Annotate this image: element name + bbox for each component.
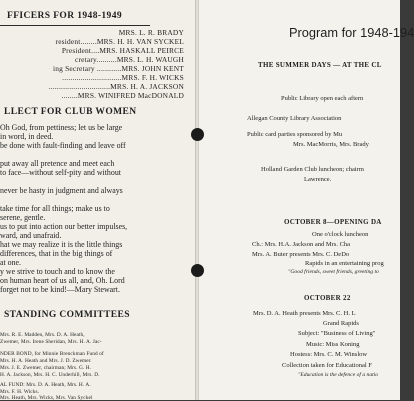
collect-line: at one. [0,258,22,267]
collect-line: y we strive to touch and to know the [0,267,115,276]
program-line: Mrs. A. Buter presents Mrs. C. DeDo [252,251,350,258]
program-line: Rapids in an entertaining prog [305,260,384,267]
collect-line: never be hasty in judgment and always [0,186,123,195]
program-line: Public Library open each aftern [281,95,364,102]
officer-line: resident........MRS. H. H. VAN SYCKEL [55,37,184,46]
committee-line: Mrs. H. A. Heath and Mrs. J. D. Zwemer. [0,358,92,364]
binding-hole [191,128,204,141]
section-heading-oct8: OCTOBER 8—OPENING DA [284,218,382,226]
program-line: Grand Rapids [323,320,359,327]
officer-line: President....MRS. HASKALL PEIRCE [61,46,184,55]
collect-line: us to put into action our better impulses, [0,222,128,231]
collect-line: put away all pretence and meet each [0,159,115,168]
collect-line: be done with fault-finding and leave off [0,141,126,150]
committee-line: H. A. Jackson, Mrs. H. C. Underhill, Mrs. D. [0,372,100,378]
collect-line: serene, gentle. [0,213,46,222]
program-line: Lawrence. [304,176,332,183]
program-line: Public card parties sponsored by Mu [247,131,343,138]
program-line: Music: Miss Koning [306,341,360,348]
officer-line: .............................MRS. F. H. WICKS [62,73,184,82]
committee-line: AL FUND: Mrs. D. A. Heath, Mrs. H. A. [0,382,91,388]
binding-hole [191,264,204,277]
collect-line: in word, in deed. [0,132,54,141]
section-heading-oct22: OCTOBER 22 [304,294,351,302]
collect-line: to face—without self-pity and without [0,168,121,177]
officer-line: ing Secretary ............MRS. JOHN KENT [53,64,184,73]
officers-heading: FFICERS FOR 1948-1949 [7,11,123,21]
program-line: Mrs. D. A. Heath presents Mrs. C. H. L [253,310,356,317]
collect-line: ward, and unafraid. [0,231,62,240]
program-line: Collection taken for Educational F [282,362,372,369]
committee-line: Mrs. J. E. Zwemer, chairman; Mrs. G. H. [0,365,92,371]
section-heading-summer: THE SUMMER DAYS — AT THE CL [258,61,382,69]
collect-line: hat we may realize it is the little things [0,240,123,249]
program-line: Allegan County Library Association [247,115,342,122]
officer-line: MRS. L. R. BRADY [118,28,184,37]
committee-line: NDER BOND, for Minnie Brenckman Fund of [0,351,104,357]
collect-line: differences, that in the big things of [0,249,113,258]
committee-line: Mrs. Heath, Mrs. Wicks, Mrs. Van Syckel [0,395,93,401]
collect-heading: LLECT FOR CLUB WOMEN [4,107,137,117]
officer-line: cretary..........MRS. L. H. WAUGH [74,55,184,64]
program-line: One o'clock luncheon [312,231,369,238]
officer-line: ........MRS. WINIFRED MacDONALD [61,91,184,100]
center-fold [195,0,199,400]
officer-line: ..............................MRS. H. A. JACKSON [48,82,184,91]
left-page [0,0,197,400]
committee-line: Zwemer, Mrs. Irene Sheridan, Mrs. H. A. Jac- [0,339,102,345]
heading-underline [0,25,150,26]
program-line: Ch.: Mrs. H.A. Jackson and Mrs. Cha [252,241,351,248]
program-line: Hostess: Mrs. C. M. Winslow [290,351,368,358]
program-quote: "Good friends, sweet friends, greeting to [288,269,379,275]
collect-line: take time for all things; make us to [0,204,110,213]
committee-line: Mrs. F. H. Wicks. [0,389,40,395]
program-line: Subject: "Business of Living" [298,330,376,337]
right-page [197,0,414,400]
collect-line: Oh God, from pettiness; let us be large [0,123,123,132]
program-line: Mrs. MacMorris, Mrs. Brady [293,141,369,148]
committee-line: Mrs. R. E. Madden, Mrs. D. A. Heath, [0,332,85,338]
collect-line: forget not to be kind!—Mary Stewart. [0,285,120,294]
committees-heading: STANDING COMMITTEES [4,310,130,320]
program-title: Program for 1948-194 [289,25,414,40]
program-quote: "Education is the defence of a natio [298,372,379,378]
program-line: Holland Garden Club luncheon; chairm [261,166,364,173]
collect-line: on human heart of us all, and, Oh. Lord [0,276,125,285]
